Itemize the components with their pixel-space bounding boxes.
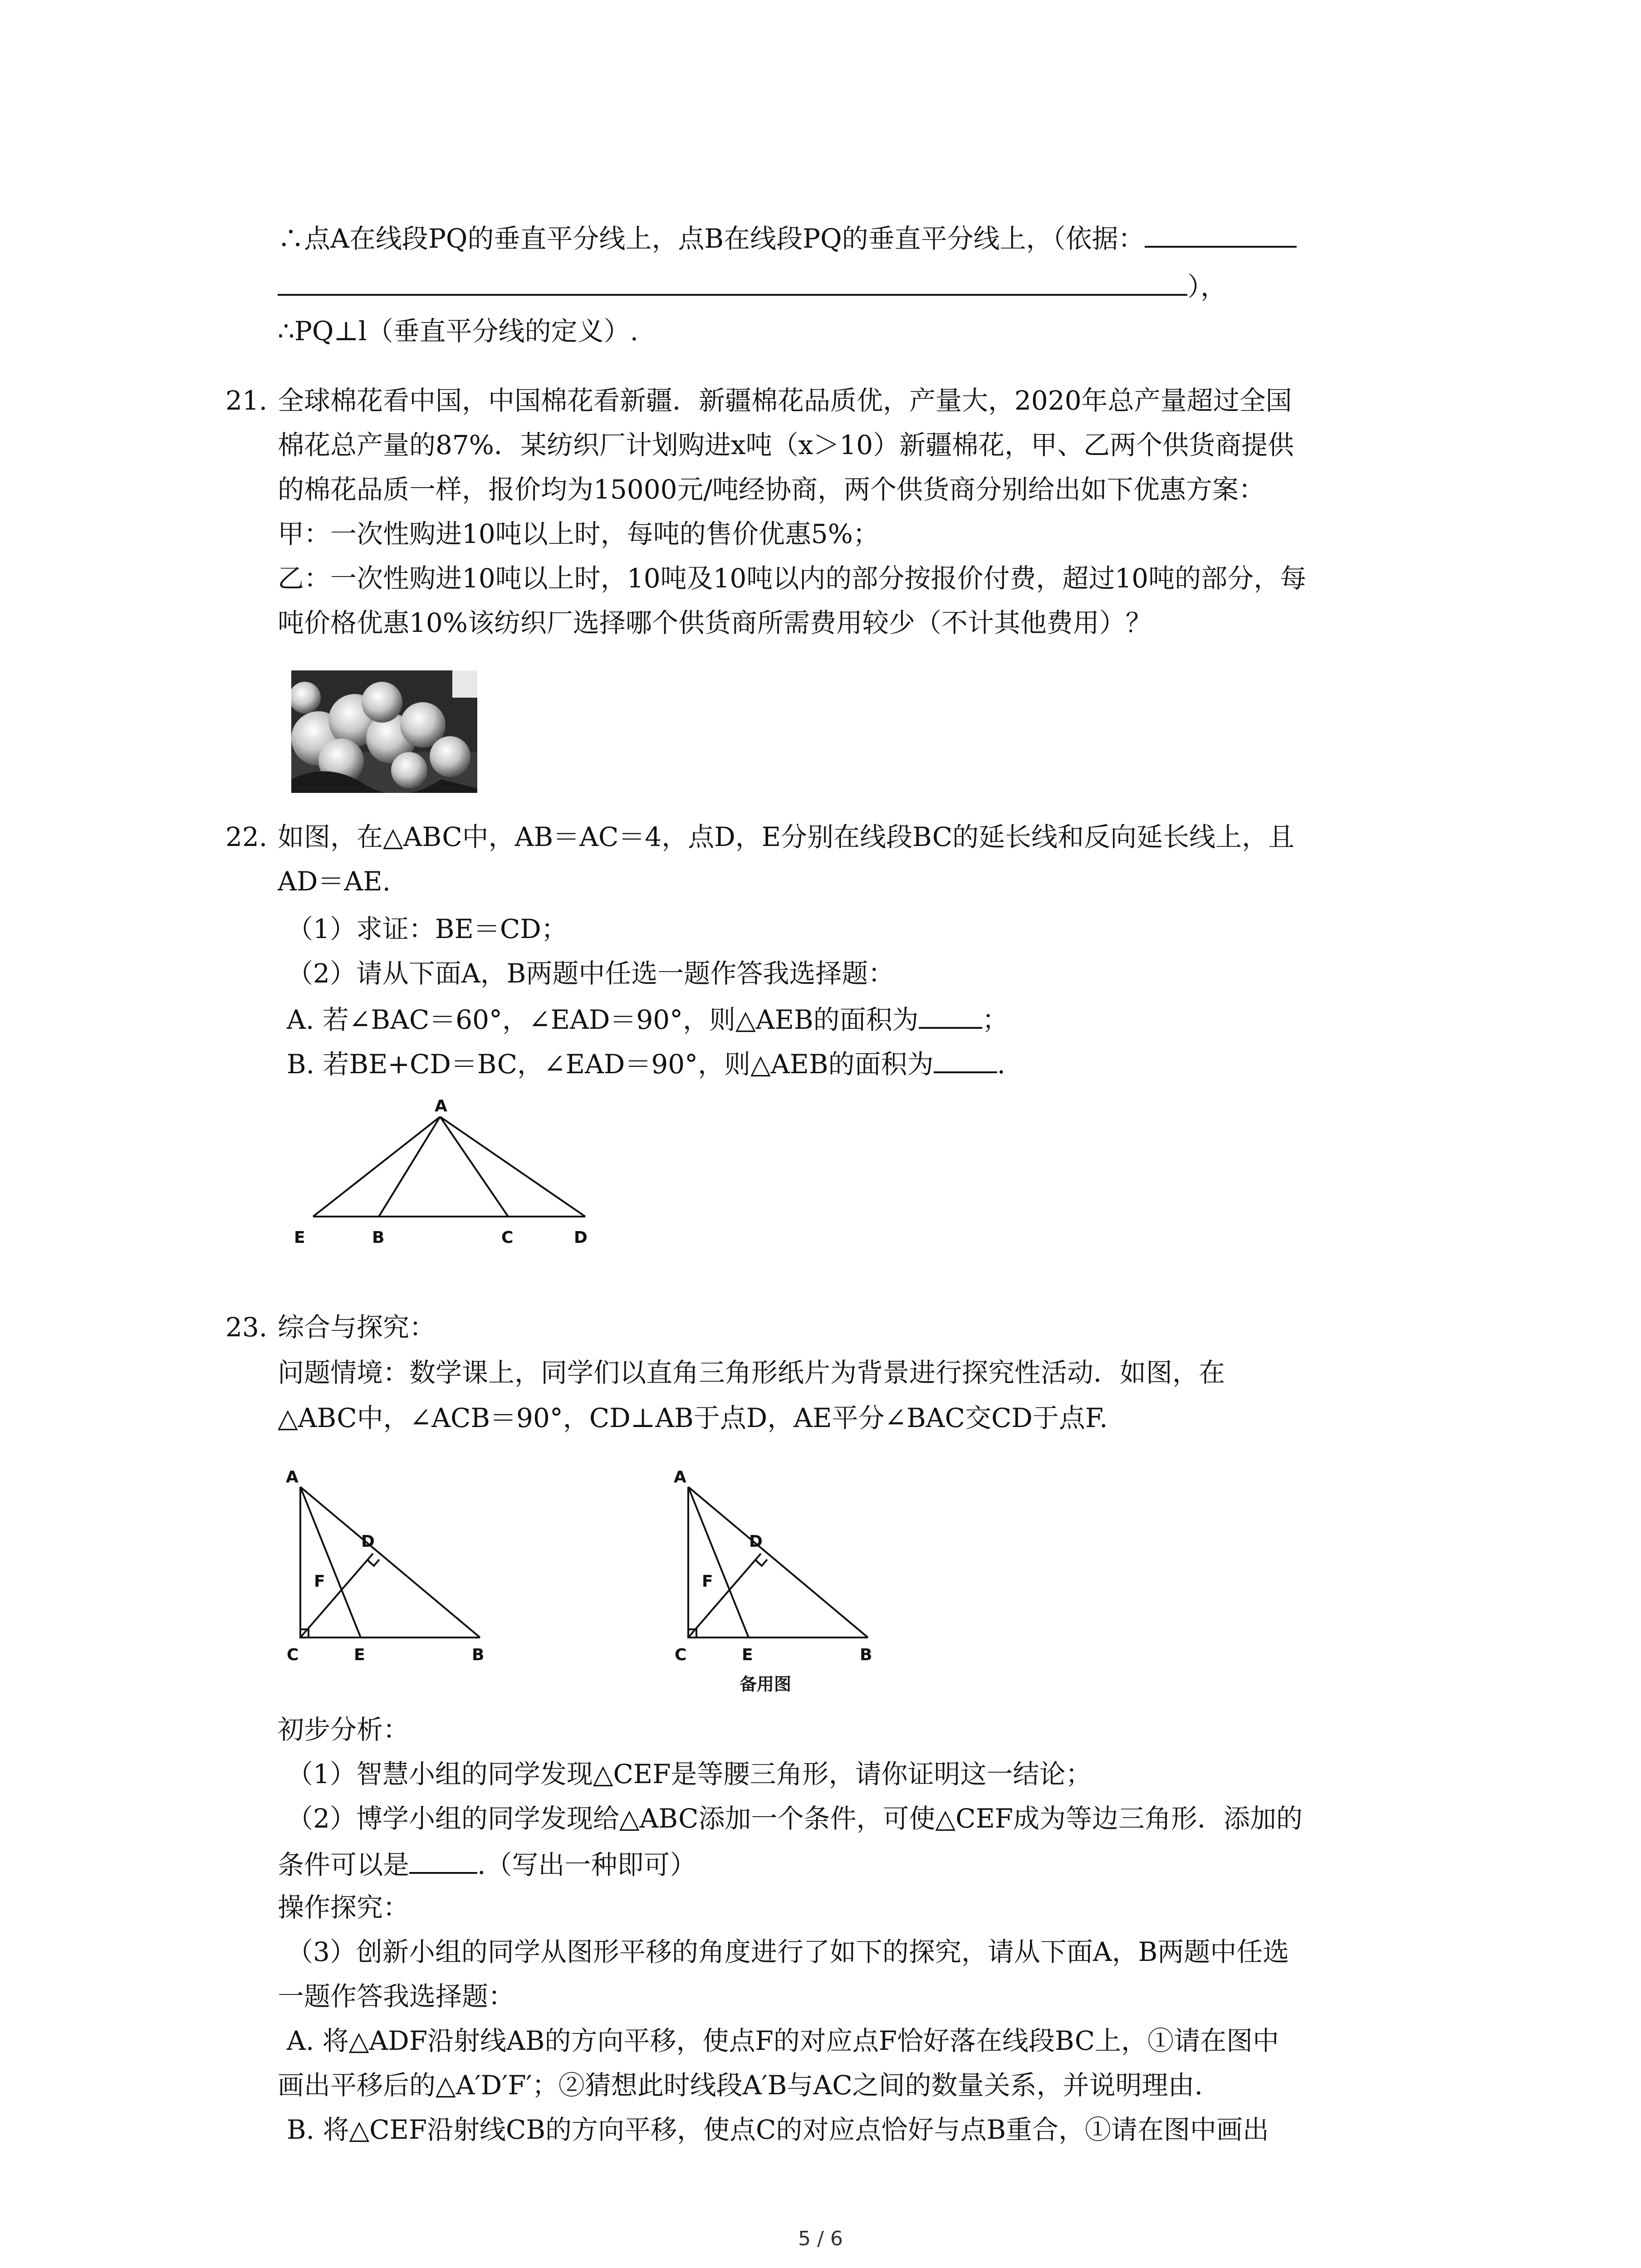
q22-option-a: A. 若∠BAC＝60°，∠EAD＝90°，则△AEB的面积为 [287, 1004, 919, 1035]
top-text-1: ∴点A在线段PQ的垂直平分线上，点B在线段PQ的垂直平分线上，（依据： [278, 223, 1145, 254]
q23-segment-AB [300, 1487, 480, 1637]
q23-figure-backup [669, 1465, 914, 1696]
q21-line-5: 乙：一次性购进10吨以上时，10吨及10吨以内的部分按报价付费，超过10吨的部分，每 [278, 563, 1307, 594]
q21-line-4: 甲：一次性购进10吨以上时，每吨的售价优惠5%； [278, 518, 879, 549]
q23-line-7 [278, 1846, 696, 1882]
q23-line-6: （2）博学小组的同学发现给△ABC添加一个条件，可使△CEF成为等边三角形．添加的 [287, 1803, 1303, 1834]
q23-line-8: 操作探究： [278, 1892, 410, 1923]
q21-line-6: 吨价格优惠10%该纺织厂选择哪个供货商所需费用较少（不计其他费用）？ [278, 607, 1152, 638]
answer-blank-q23-condition[interactable] [409, 1846, 477, 1874]
page-number: 5 / 6 [798, 2227, 843, 2250]
q23-fig2-label-C: C [675, 1646, 687, 1664]
q22-segment-AD [440, 1117, 585, 1217]
q22-line-6 [287, 1045, 1005, 1081]
q22-line-4: （2）请从下面A，B两题中任选一题作答我选择题： [287, 958, 895, 989]
q22-segment-AE [313, 1117, 440, 1217]
q23-fig2-label-B: B [860, 1646, 872, 1664]
answer-blank-q22a[interactable] [919, 1001, 982, 1029]
q23-fig2-label-D: D [749, 1532, 763, 1551]
top-line-2 [278, 268, 1227, 304]
q21-line-2: 棉花总产量的87%．某纺织厂计划购进x吨（x＞10）新疆棉花，甲、乙两个供货商提供 [278, 430, 1294, 460]
q22-option-b-end: . [997, 1049, 1006, 1080]
q23-line-10: 一题作答我选择题： [278, 1981, 515, 2012]
cotton-photo [291, 670, 477, 793]
q23-line-2: 问题情境：数学课上，同学们以直角三角形纸片为背景进行探究性活动．如图，在 [278, 1357, 1225, 1388]
q23-line-9: （3）创新小组的同学从图形平移的角度进行了如下的探究，请从下面A，B两题中任选 [287, 1936, 1289, 1967]
answer-blank-q22b[interactable] [934, 1045, 997, 1073]
q23-fig1-label-F: F [314, 1572, 325, 1591]
q22-option-a-end: ； [982, 1004, 1009, 1035]
q21-number: 21. [225, 385, 268, 416]
answer-blank-basis[interactable] [1145, 220, 1297, 248]
top-line-3: ∴PQ⊥l（垂直平分线的定义）. [278, 316, 639, 347]
q23-fig1-label-A: A [286, 1468, 299, 1486]
q23-fig1-label-E: E [354, 1646, 365, 1664]
q23-right-angle-D [367, 1559, 379, 1566]
q22-label-D: D [574, 1228, 588, 1247]
q22-line-2: AD＝AE. [278, 866, 391, 897]
q23-fig1-label-B: B [472, 1646, 485, 1664]
q22-triangle-figure [277, 1098, 612, 1261]
q22-line-5 [287, 1001, 1009, 1037]
q23-line-1: 综合与探究： [278, 1312, 436, 1343]
q22-line-3: （1）求证：BE＝CD； [287, 914, 568, 944]
q21-line-3: 的棉花品质一样，报价均为15000元/吨经协商，两个供货商分别给出如下优惠方案： [278, 474, 1265, 505]
q23-fig2-label-A: A [674, 1468, 686, 1486]
q22-label-A: A [435, 1098, 447, 1115]
q23-line-5: （1）智慧小组的同学发现△CEF是等腰三角形，请你证明这一结论； [287, 1759, 1092, 1789]
top-line-1 [278, 220, 1297, 256]
q23-number: 23. [225, 1312, 268, 1343]
q23-segment-AE [300, 1487, 361, 1637]
top-text-2-end: ）， [1187, 271, 1227, 302]
q23-line-12: 画出平移后的△A′D′F′；②猜想此时线段A′B与AC之间的数量关系，并说明理由. [278, 2070, 1203, 2101]
q22-label-C: C [501, 1228, 514, 1247]
q21-line-1: 全球棉花看中国，中国棉花看新疆．新疆棉花品质优，产量大，2020年总产量超过全国 [278, 385, 1292, 416]
q22-label-E: E [294, 1228, 305, 1247]
q23-fig1-label-D: D [361, 1532, 375, 1551]
q23-line-7a: 条件可以是 [278, 1849, 410, 1880]
q23-fig2-label-E: E [742, 1646, 753, 1664]
q23-line-4: 初步分析： [278, 1714, 410, 1745]
q23-segment-CD [300, 1554, 373, 1637]
q22-label-B: B [372, 1228, 385, 1247]
q22-segment-AC [440, 1117, 508, 1217]
q22-line-1: 如图，在△ABC中，AB＝AC＝4，点D，E分别在线段BC的延长线和反向延长线上，且 [278, 821, 1295, 852]
q23-figure-main [281, 1465, 526, 1669]
answer-blank-basis-cont[interactable] [278, 268, 1187, 296]
q22-option-b: B. 若BE+CD＝BC，∠EAD＝90°，则△AEB的面积为 [287, 1049, 934, 1080]
q23-fig1-label-C: C [287, 1646, 299, 1664]
q23-line-3: △ABC中，∠ACB＝90°，CD⊥AB于点D，AE平分∠BAC交CD于点F. [278, 1403, 1108, 1433]
q23-backup-caption: 备用图 [740, 1674, 792, 1694]
q23-line-7b: .（写出一种即可） [477, 1849, 696, 1880]
q23-line-13: B. 将△CEF沿射线CB的方向平移，使点C的对应点恰好与点B重合，①请在图中画出 [287, 2114, 1269, 2145]
q23-fig2-label-F: F [702, 1572, 713, 1591]
q23-line-11: A. 将△ADF沿射线AB的方向平移，使点F的对应点F恰好落在线段BC上，①请在图中 [287, 2025, 1279, 2056]
q22-segment-AB [379, 1117, 440, 1217]
q22-number: 22. [225, 821, 268, 852]
